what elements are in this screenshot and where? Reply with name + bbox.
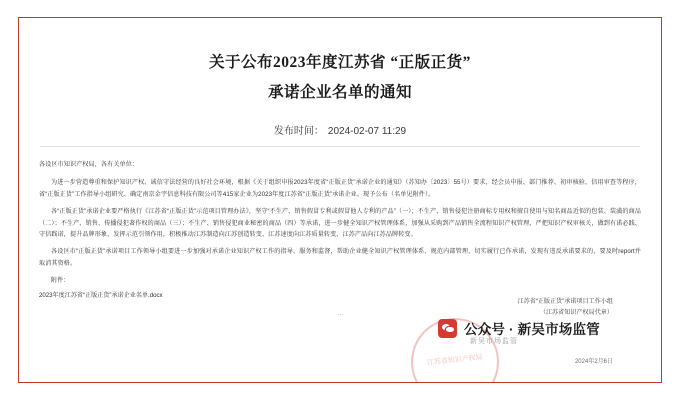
title-line-1: 关于公布2023年度江苏省 “正版正货” [209,54,471,71]
salutation: 各设区市知识产权局，各有关单位： [39,161,139,168]
seal-label: 江苏省知识产权局 [426,354,484,368]
paragraph-2: 各“正版正货”承诺企业要严格执行《江苏省“正版正货”示范项目管理办法》，坚守“不生产、销售假冒专利或假冒他人专利的产品”（一）；不生产、销售侵犯注册商标专用权和擅自使用与知名商品近似的包装、装潢的商品（二）；不生产、销售、传播侵犯著作权的商品（三）；不生产、销售侵犯商业秘密的商品（四）等承诺，进一步健全知识产权管理体系，加强从采购到产品销售全流程知识产权管理，严把知识产权审核关，做到有诺必践、守信践诺，提升品牌形象，发挥示范引领作用，积极推动江苏制造向江苏创造转变、江苏速度向江苏质量转变、江苏产品向江苏品牌转变。 [39,208,641,239]
publish-time-label: 发布时间： [273,126,324,137]
header-divider [40,146,640,147]
signature-date: 2024年2月6日 [574,359,613,365]
paragraph-3: 各设区市“正版正货”承诺项目工作领导小组要进一步加强对承诺企业知识产权工作的指导、服务和监督，帮助企业健全知识产权管理体系、规范内部管理，切实履行已作承诺，发现有违反承诺要求的，要及时report并取消其资格。 [39,248,641,267]
signature-block [518,296,613,318]
title-line-2: 承诺企业名单的通知 [267,84,412,101]
signature-line-2: （江苏省知识产权局代章） [539,309,613,316]
document-body [39,159,641,301]
wechat-icon [438,319,457,338]
watermark-subtitle: 新吴市场监管 [470,338,518,345]
loading-indicator: … [337,310,344,317]
wechat-watermark [438,318,600,338]
publish-time [19,122,661,137]
document-title [19,18,661,108]
publish-time-value: 2024-02-07 11:29 [327,126,407,137]
paragraph-1: 为进一步营造尊重和保护知识产权、诚信守法经营的良好社会环境，根据《关于组织申报2023年度省“正版正货”承诺企业的通知》（苏知办〔2023〕55号）要求，经会员申报、部门推荐、初审核验、信用审查等程序，省“正版正货”工作指导小组研究、确定南京金宇信息科技有限公司等415家企业为2023年度江苏省“正版正货”承诺企业。现予公布（名单见附件）。 [39,179,641,198]
attachment-label: 附件： [51,277,70,285]
attachment-file[interactable]: 2023年度江苏省“正版正货”承诺企业名单.docx [39,291,163,299]
signature-line-1: 江苏省“正版正货”承诺项目工作小组 [517,298,613,305]
wechat-account-label: 公众号 · 新吴市场监管 [464,322,600,337]
